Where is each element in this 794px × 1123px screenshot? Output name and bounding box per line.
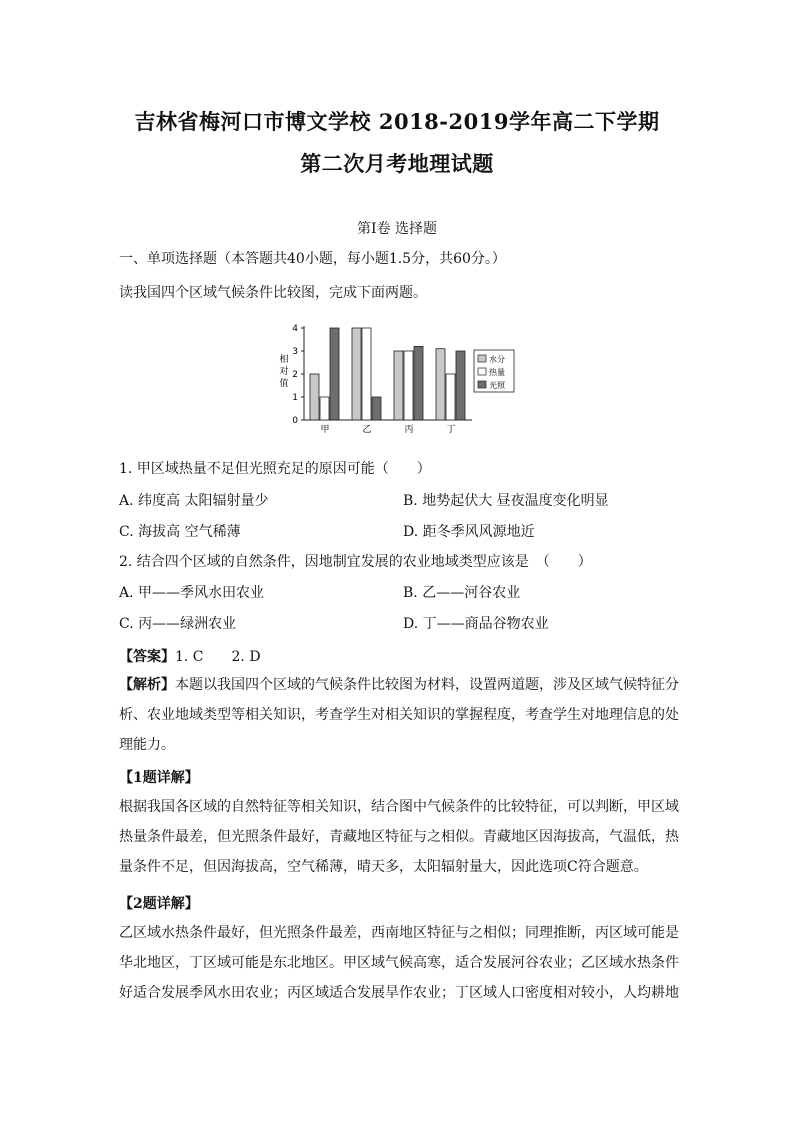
q1-option-b: B. 地势起伏大 昼夜温度变化明显 (403, 493, 609, 509)
y-tick-label: 1 (292, 393, 298, 403)
y-axis-label-char: 值 (279, 379, 289, 389)
q2-stem: 2. 结合四个区域的自然条件，因地制宜发展的农业地域类型应该是 （ ） (119, 554, 592, 570)
answer (119, 646, 261, 666)
question-intro: 读我国四个区域气候条件比较图，完成下面两题。 (119, 285, 427, 301)
y-tick-label: 3 (292, 347, 298, 357)
y-axis-label-char: 相 (279, 355, 289, 365)
bar-水分-乙 (352, 328, 361, 420)
bar-光照-乙 (372, 397, 381, 420)
bar-热量-甲 (320, 397, 329, 420)
q2-option-b: B. 乙——河谷农业 (403, 585, 521, 601)
x-tick-label: 甲 (320, 425, 330, 435)
x-tick-label: 丙 (404, 425, 414, 435)
q1-option-c: C. 海拔高 空气稀薄 (119, 524, 241, 540)
q1-stem: 1. 甲区域热量不足但光照充足的原因可能（ ） (119, 461, 431, 477)
analysis-text: 本题以我国四个区域的气候条件比较图为材料，设置两道题，涉及区域气候特征分析、农业地域类型等相关知识，考查学生对相关知识的掌握程度，考查学生对地理信息的处理能力。 (119, 677, 679, 753)
answer-label: 【答案】 (119, 649, 175, 665)
legend-label: 热量 (489, 368, 505, 377)
bar-热量-乙 (362, 328, 371, 420)
y-tick-label: 4 (292, 324, 298, 334)
bar-热量-丁 (446, 374, 455, 420)
bar-水分-甲 (310, 374, 319, 420)
legend-swatch (478, 381, 486, 388)
x-tick-label: 丁 (446, 425, 456, 435)
y-tick-label: 2 (292, 370, 298, 380)
analysis (119, 670, 679, 760)
legend-swatch (478, 355, 486, 362)
q1-option-a: A. 纬度高 太阳辐射量少 (119, 493, 269, 509)
q1-option-d: D. 距冬季风风源地近 (403, 524, 535, 540)
bar-热量-丙 (404, 351, 413, 420)
legend-label: 光照 (489, 381, 505, 390)
bar-光照-甲 (330, 328, 339, 420)
bar-水分-丁 (436, 349, 445, 420)
detail-2-text: 乙区域水热条件最好，但光照条件最差，西南地区特征与之相似；同理推断，丙区域可能是华北地区，丁区域可能是东北地区。甲区域气候高寒，适合发展河谷农业；乙区域水热条件好适合发展季风水田农业；丙区域适合发展旱作农业；丁区域人口密度相对较小，人均耕地 (119, 925, 679, 1001)
analysis-label: 【解析】 (119, 677, 175, 693)
y-tick-label: 0 (292, 416, 298, 426)
climate-comparison-chart (270, 318, 520, 440)
q2-option-a: A. 甲——季风水田农业 (119, 585, 265, 601)
legend-swatch (478, 368, 486, 375)
detail-1-text: 根据我国各区域的自然特征等相关知识，结合图中气候条件的比较特征，可以判断，甲区域热量条件最差，但光照条件最好，青藏地区特征与之相似。青藏地区因海拔高，气温低，热量条件不足，但因海拔高，空气稀薄，晴天多，太阳辐射量大，因此选项C符合题意。 (119, 799, 679, 875)
detail-1-label: 【1题详解】 (119, 770, 199, 786)
part-heading: 一、单项选择题（本答题共40小题，每小题1.5分，共60分。） (119, 251, 506, 267)
bar-水分-丙 (394, 351, 403, 420)
bar-光照-丁 (456, 351, 465, 420)
q2-option-c: C. 丙——绿洲农业 (119, 616, 237, 632)
title-line-1: 吉林省梅河口市博文学校 2018-2019学年高二下学期 (134, 109, 660, 134)
legend-label: 水分 (489, 355, 505, 364)
q2-option-d: D. 丁——商品谷物农业 (403, 616, 549, 632)
bar-光照-丙 (414, 346, 423, 420)
answer-text: 1. C 2. D (175, 649, 261, 665)
detail-2-label: 【2题详解】 (119, 896, 199, 912)
title-line-2: 第二次月考地理试题 (300, 151, 494, 176)
section-heading: 第Ⅰ卷 选择题 (357, 221, 437, 237)
x-tick-label: 乙 (362, 425, 372, 435)
y-axis-label (279, 353, 288, 389)
y-axis-label-char: 对 (279, 367, 289, 377)
